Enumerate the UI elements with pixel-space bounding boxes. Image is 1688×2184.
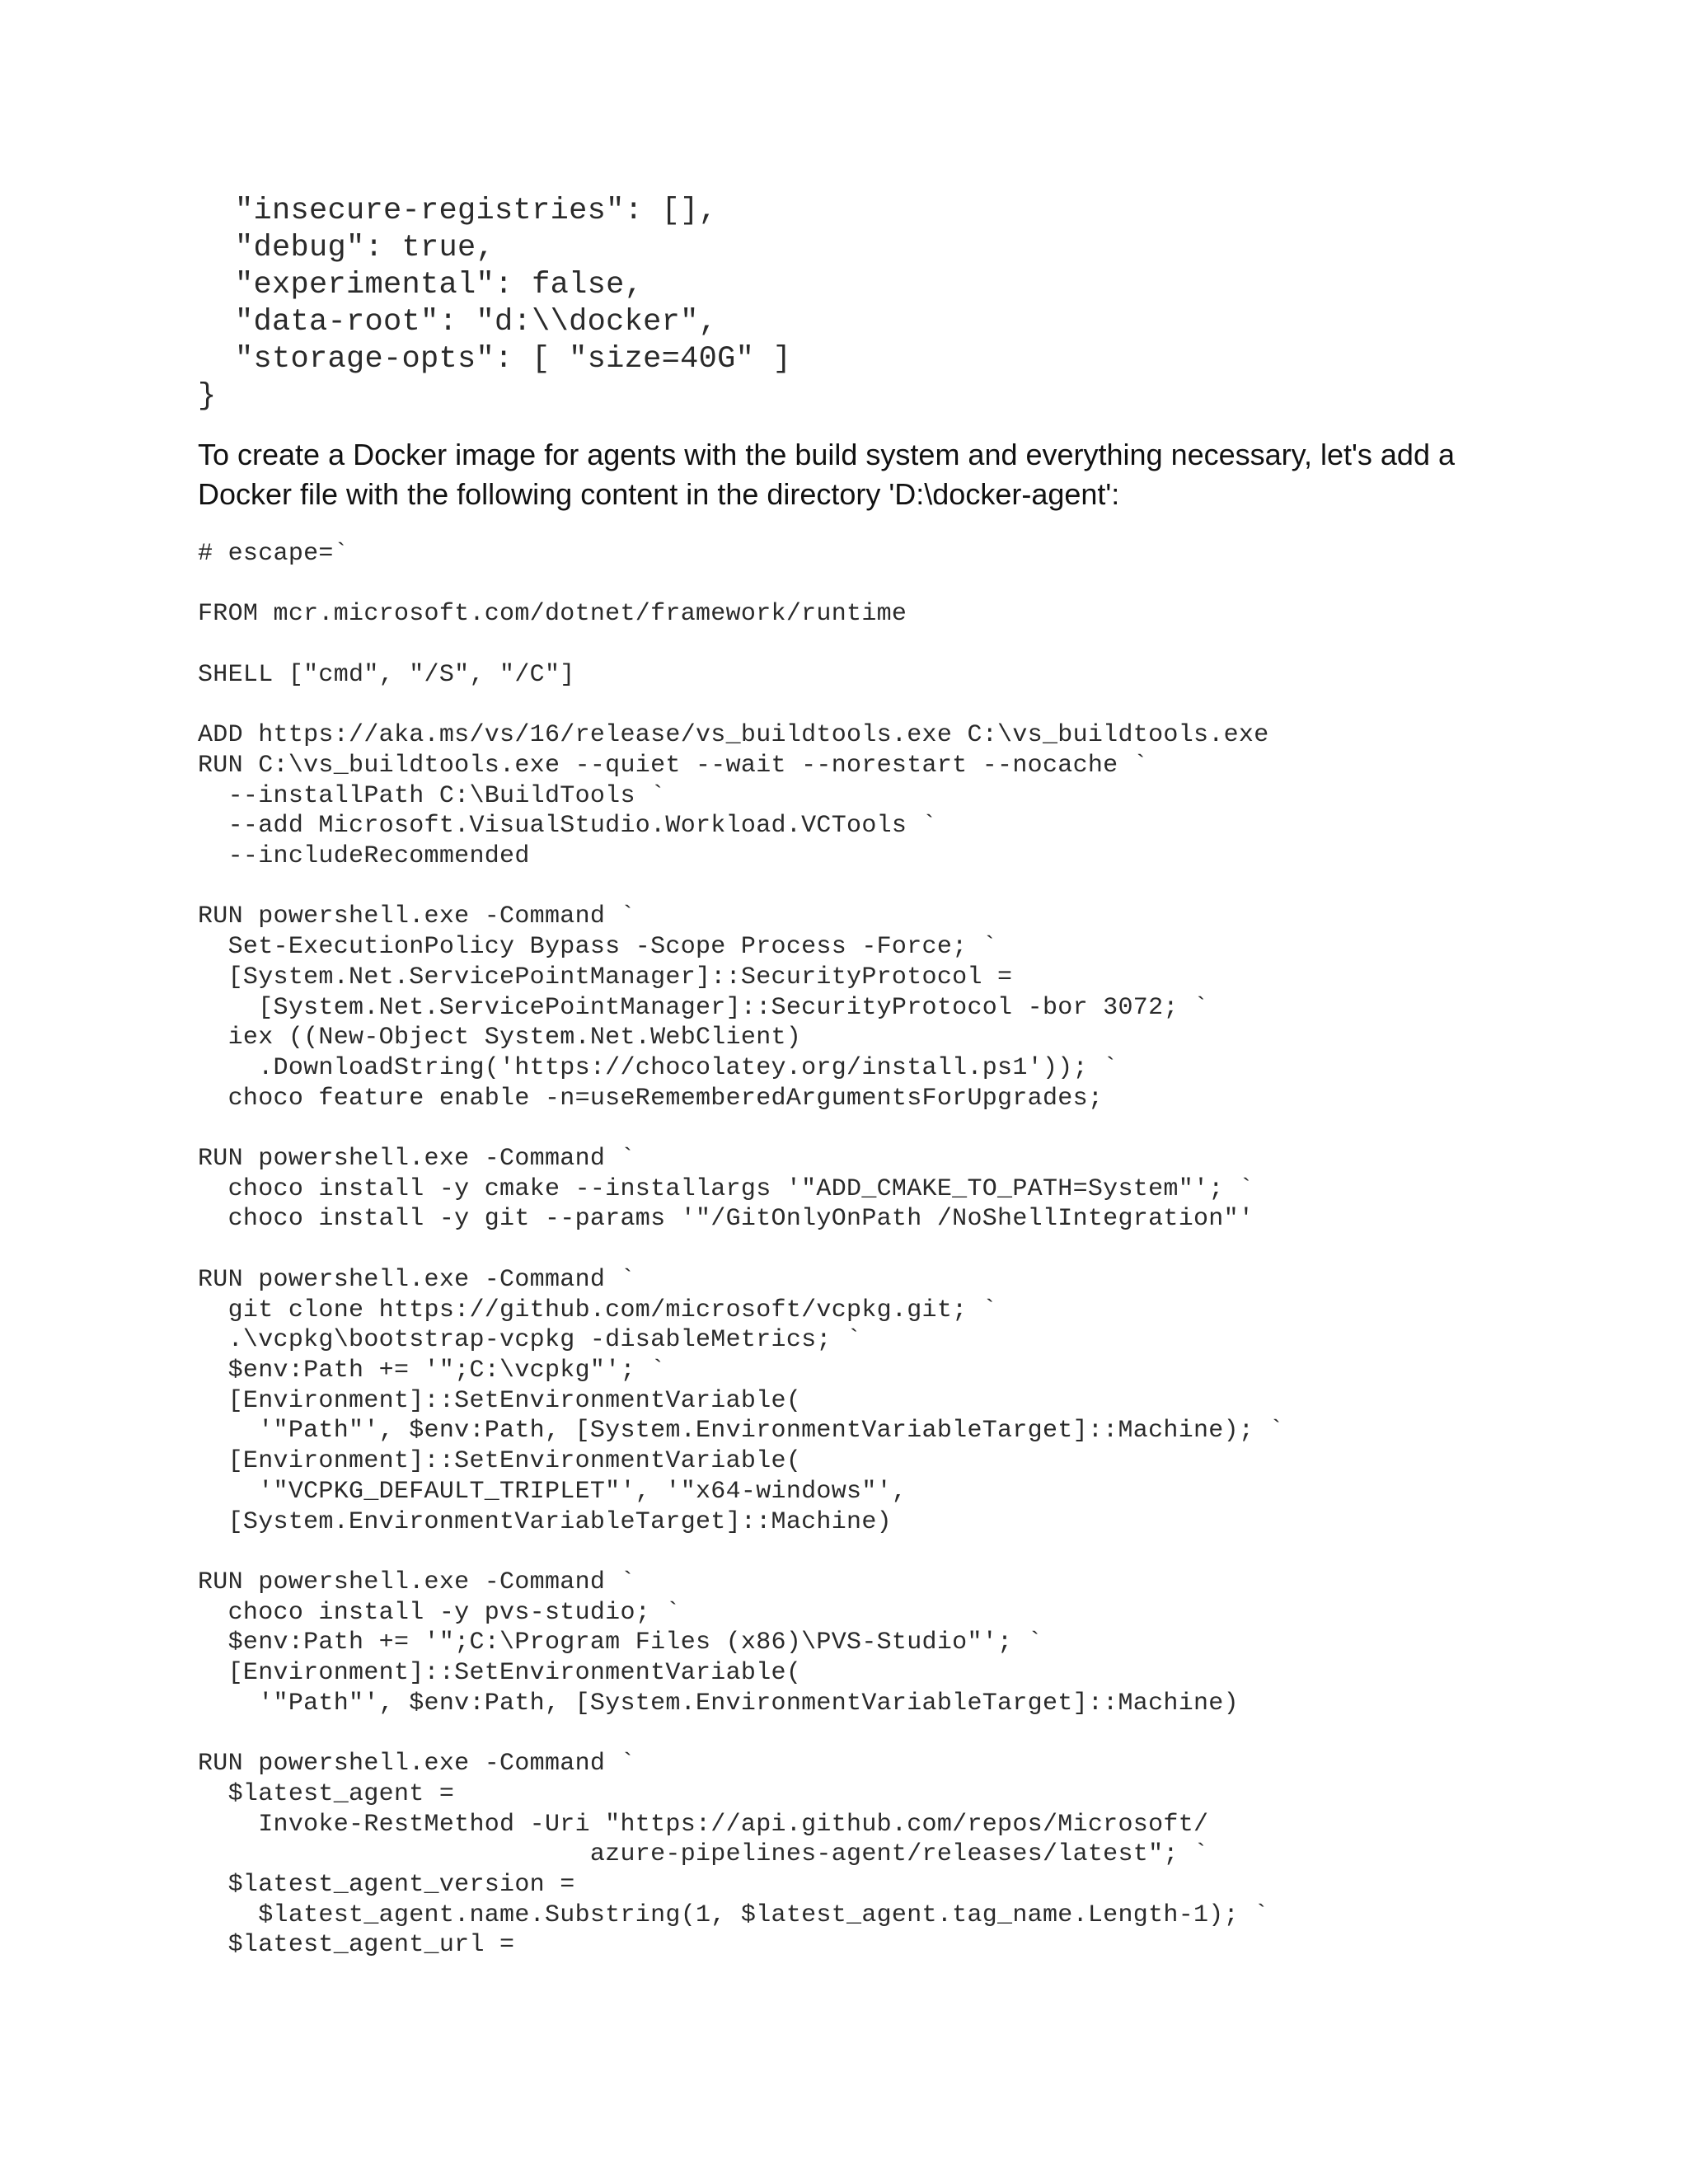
code-line: }: [198, 379, 217, 414]
code-line: [System.Net.ServicePointManager]::SecurityProtocol =: [198, 963, 1013, 991]
code-line: git clone https://github.com/microsoft/vcpkg.git; `: [198, 1296, 998, 1324]
code-line: '"VCPKG_DEFAULT_TRIPLET"', '"x64-windows"',: [198, 1477, 907, 1506]
code-line: $env:Path += '";C:\Program Files (x86)\PVS-Studio"'; `: [198, 1629, 1043, 1657]
code-line: .\vcpkg\bootstrap-vcpkg -disableMetrics; `: [198, 1326, 862, 1355]
code-line: RUN powershell.exe -Command `: [198, 1145, 635, 1174]
code-line: ADD https://aka.ms/vs/16/release/vs_buildtools.exe C:\vs_buildtools.exe: [198, 721, 1269, 750]
code-line: Invoke-RestMethod -Uri "https://api.github.com/repos/Microsoft/: [198, 1810, 1209, 1839]
code-line: [198, 691, 1284, 721]
code-line: [198, 630, 1284, 660]
code-line: "insecure-registries": [],: [198, 194, 718, 228]
code-line: azure-pipelines-agent/releases/latest"; `: [198, 1840, 1209, 1869]
code-line: --includeRecommended: [198, 842, 530, 871]
code-line: # escape=`: [198, 540, 349, 568]
code-line: [Environment]::SetEnvironmentVariable(: [198, 1659, 802, 1688]
code-line: choco install -y cmake --installargs '"ADD_CMAKE_TO_PATH=System"'; `: [198, 1174, 1254, 1203]
code-line: $latest_agent.name.Substring(1, $latest_agent.tag_name.Length-1); `: [198, 1900, 1269, 1929]
code-line: $env:Path += '";C:\vcpkg"'; `: [198, 1356, 666, 1385]
code-line: [198, 1718, 1284, 1749]
code-line: [System.EnvironmentVariableTarget]::Machine): [198, 1507, 892, 1536]
code-line: [198, 1235, 1284, 1265]
code-line: RUN C:\vs_buildtools.exe --quiet --wait --norestart --nocache `: [198, 751, 1149, 780]
code-line: choco install -y pvs-studio; `: [198, 1598, 681, 1627]
json-config-code-block: [198, 193, 791, 415]
code-line: $latest_agent_version =: [198, 1870, 575, 1899]
code-line: Set-ExecutionPolicy Bypass -Scope Process -Force; `: [198, 933, 998, 962]
code-line: $latest_agent =: [198, 1779, 455, 1808]
code-line: [198, 1537, 1284, 1568]
intro-paragraph: To create a Docker image for agents with the build system and everything necessary, let's add a Docker file with the following content in the directory 'D:\docker-agent':: [198, 438, 1455, 511]
code-line: FROM mcr.microsoft.com/dotnet/framework/runtime: [198, 600, 907, 629]
dockerfile-code-block: [198, 539, 1284, 1961]
code-line: [198, 569, 1284, 600]
code-line: .DownloadString('https://chocolatey.org/install.ps1')); `: [198, 1053, 1118, 1082]
code-line: iex ((New-Object System.Net.WebClient): [198, 1024, 802, 1052]
code-line: choco feature enable -n=useRememberedArgumentsForUpgrades;: [198, 1084, 1104, 1113]
code-line: $latest_agent_url =: [198, 1931, 515, 1960]
code-line: [Environment]::SetEnvironmentVariable(: [198, 1447, 802, 1476]
code-line: [Environment]::SetEnvironmentVariable(: [198, 1386, 802, 1415]
code-line: [198, 872, 1284, 902]
code-line: [System.Net.ServicePointManager]::SecurityProtocol -bor 3072; `: [198, 993, 1209, 1022]
code-line: "debug": true,: [198, 231, 495, 265]
code-line: RUN powershell.exe -Command `: [198, 1750, 635, 1779]
code-line: '"Path"', $env:Path, [System.EnvironmentVariableTarget]::Machine): [198, 1689, 1239, 1718]
code-line: --installPath C:\BuildTools `: [198, 781, 666, 810]
code-line: '"Path"', $env:Path, [System.EnvironmentVariableTarget]::Machine); `: [198, 1417, 1284, 1446]
code-line: RUN powershell.exe -Command `: [198, 1265, 635, 1294]
code-line: "data-root": "d:\\docker",: [198, 305, 718, 340]
code-line: --add Microsoft.VisualStudio.Workload.VCTools `: [198, 812, 937, 841]
code-line: "experimental": false,: [198, 268, 644, 302]
code-line: RUN powershell.exe -Command `: [198, 902, 635, 931]
code-line: choco install -y git --params '"/GitOnlyOnPath /NoShellIntegration"': [198, 1205, 1254, 1234]
code-line: RUN powershell.exe -Command `: [198, 1568, 635, 1596]
code-line: SHELL ["cmd", "/S", "/C"]: [198, 660, 575, 689]
code-line: "storage-opts": [ "size=40G" ]: [198, 342, 792, 377]
code-line: [198, 1113, 1284, 1144]
